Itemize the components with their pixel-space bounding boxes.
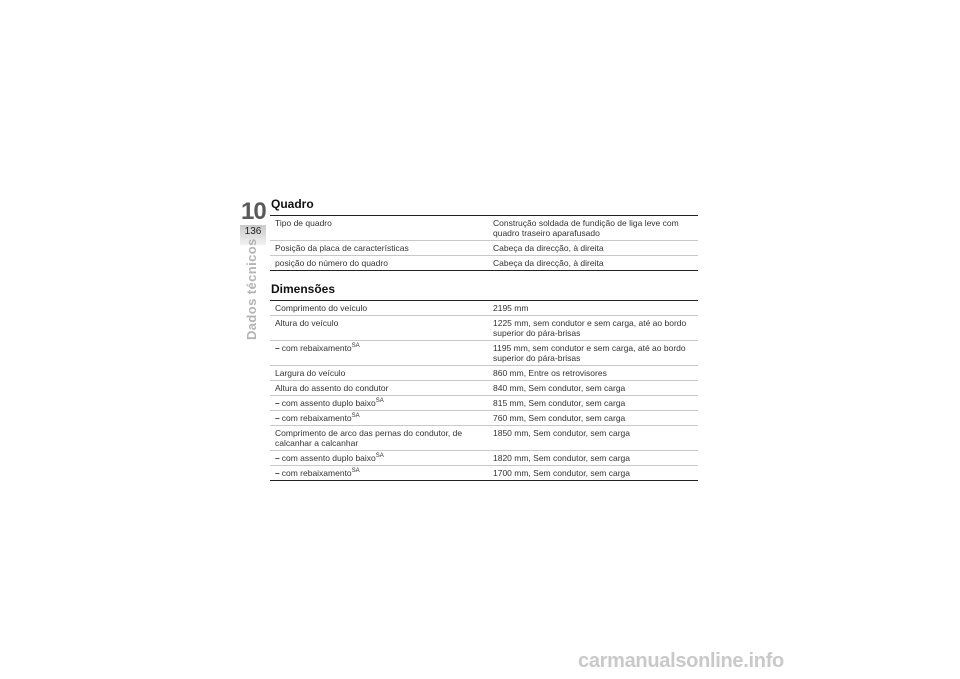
watermark: carmanualsonline.info [578,650,784,672]
row-label: posição do número do quadro [270,256,488,271]
row-value: Cabeça da direcção, à direita [488,256,698,271]
row-label-text: com assento duplo baixo [281,398,376,408]
main-content [270,196,698,481]
table-row [270,341,698,366]
row-value: 840 mm, Sem condutor, sem carga [488,381,698,396]
row-value: 815 mm, Sem condutor, sem carga [488,396,698,411]
table-row [270,396,698,411]
row-value: 1195 mm, sem condutor e sem carga, até ao bordo superior do pára-brisas [488,341,698,366]
row-label: Posição da placa de características [270,241,488,256]
dash-bullet: – [275,413,280,423]
dash-bullet: – [275,468,280,478]
row-label-text: com rebaixamento [281,413,352,423]
row-label [270,411,488,426]
row-value: Cabeça da direcção, à direita [488,241,698,256]
table-row [270,451,698,466]
row-value: 1225 mm, sem condutor e sem carga, até ao bordo superior do pára-brisas [488,316,698,341]
table-row [270,216,698,241]
dimensoes-table [270,300,698,481]
dash-bullet: – [275,453,280,463]
table-row [270,426,698,451]
row-label [270,451,488,466]
table-row [270,411,698,426]
table-row [270,301,698,316]
page-number: 136 [240,225,266,245]
row-label: Altura do veículo [270,316,488,341]
table-row [270,256,698,271]
row-label-text: com rebaixamento [281,343,352,353]
row-value: 2195 mm [488,301,698,316]
sa-marker: SA [351,343,360,350]
dash-bullet: – [275,343,280,353]
row-label-text: com assento duplo baixo [281,453,376,463]
row-value: 1820 mm, Sem condutor, sem carga [488,451,698,466]
table-row [270,316,698,341]
row-label [270,396,488,411]
row-value: 760 mm, Sem condutor, sem carga [488,411,698,426]
row-value: Construção soldada de fundição de liga leve com quadro traseiro aparafusado [488,216,698,241]
row-label-text: com rebaixamento [281,468,352,478]
dash-bullet: – [275,398,280,408]
row-value: 1700 mm, Sem condutor, sem carga [488,466,698,481]
row-value: 1850 mm, Sem condutor, sem carga [488,426,698,451]
sa-marker: SA [351,413,360,420]
section-title-dimensoes: Dimensões [271,282,336,296]
table-row [270,241,698,256]
chapter-number: 10 [241,198,266,225]
row-label: Comprimento do veículo [270,301,488,316]
table-row [270,366,698,381]
sa-marker: SA [351,468,360,475]
quadro-table [270,215,698,271]
row-label: Largura do veículo [270,366,488,381]
table-row [270,466,698,481]
row-label: Tipo de quadro [270,216,488,241]
section-title-quadro: Quadro [271,197,314,211]
row-label [270,466,488,481]
sa-marker: SA [375,398,384,405]
chapter-side-label: Dados técnicos [244,238,259,340]
table-row [270,381,698,396]
row-label [270,341,488,366]
row-value: 860 mm, Entre os retrovisores [488,366,698,381]
row-label: Altura do assento do condutor [270,381,488,396]
row-label: Comprimento de arco das pernas do condutor, de calcanhar a calcanhar [270,426,488,451]
sa-marker: SA [375,453,384,460]
